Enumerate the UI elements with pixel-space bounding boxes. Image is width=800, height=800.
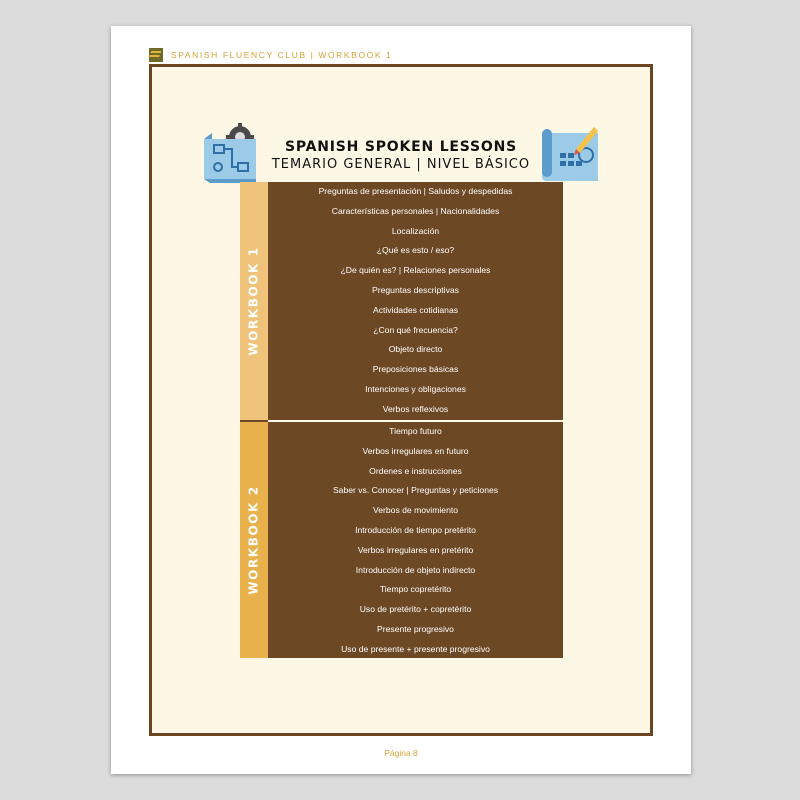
document-title: SPANISH SPOKEN LESSONS <box>284 139 518 155</box>
content-frame <box>149 64 653 736</box>
lesson-item: Introducción de tiempo pretérito <box>355 524 476 535</box>
club-logo-icon <box>149 48 163 62</box>
lesson-item: Verbos irregulares en pretérito <box>357 544 474 555</box>
workbook-2-lessons <box>268 422 563 660</box>
lesson-item: Preguntas de presentación | Saludos y despedidas <box>318 186 513 196</box>
lesson-item: Verbos reflexivos <box>382 403 449 414</box>
lesson-item: Verbos irregulares en futuro <box>362 445 469 456</box>
lesson-item: Localización <box>391 225 440 236</box>
page-number: Página 8 <box>384 748 418 758</box>
workbook-2-label: WORKBOOK 2 <box>247 485 262 595</box>
lesson-item: Tiempo copretérito <box>379 584 452 595</box>
lesson-item: Preposiciones básicas <box>372 364 459 375</box>
blueprint-design-icon <box>540 123 602 183</box>
lesson-item: Uso de pretérito + copretérito <box>359 604 472 615</box>
lesson-item: Preguntas descriptivas <box>372 284 459 295</box>
lesson-item: ¿Qué es esto / eso? <box>376 245 455 256</box>
lesson-item: Características personales | Nacionalidades <box>331 205 500 216</box>
page-header <box>149 47 392 63</box>
lesson-item: Saber vs. Conocer | Preguntas y peticiones <box>332 485 499 496</box>
workbook-1-label: WORKBOOK 1 <box>247 246 262 356</box>
lesson-item: Ordenes e instrucciones <box>369 465 462 476</box>
document-subtitle: TEMARIO GENERAL | NIVEL BÁSICO <box>271 157 531 172</box>
lesson-item: Intenciones y obligaciones <box>365 383 466 394</box>
lesson-item: Actividades cotidianas <box>372 304 459 315</box>
workbook-2-band <box>240 422 268 658</box>
syllabus-table <box>240 182 563 658</box>
lesson-item: Introducción de objeto indirecto <box>355 564 476 575</box>
workbook-1-lessons <box>268 182 563 420</box>
workbook-1-band <box>240 182 268 420</box>
lesson-item: ¿Con qué frecuencia? <box>373 324 458 335</box>
lesson-item: Uso de presente + presente progresivo <box>341 643 490 654</box>
document-page <box>111 26 691 774</box>
header-text: SPANISH FLUENCY CLUB | WORKBOOK 1 <box>171 50 393 60</box>
lesson-item: Presente progresivo <box>377 623 454 634</box>
lesson-item: ¿De quién es? | Relaciones personales <box>340 265 491 276</box>
lesson-item: Objeto directo <box>388 344 443 355</box>
lesson-item: Verbos de movimiento <box>372 505 459 516</box>
lesson-item: Tiempo futuro <box>389 426 442 436</box>
